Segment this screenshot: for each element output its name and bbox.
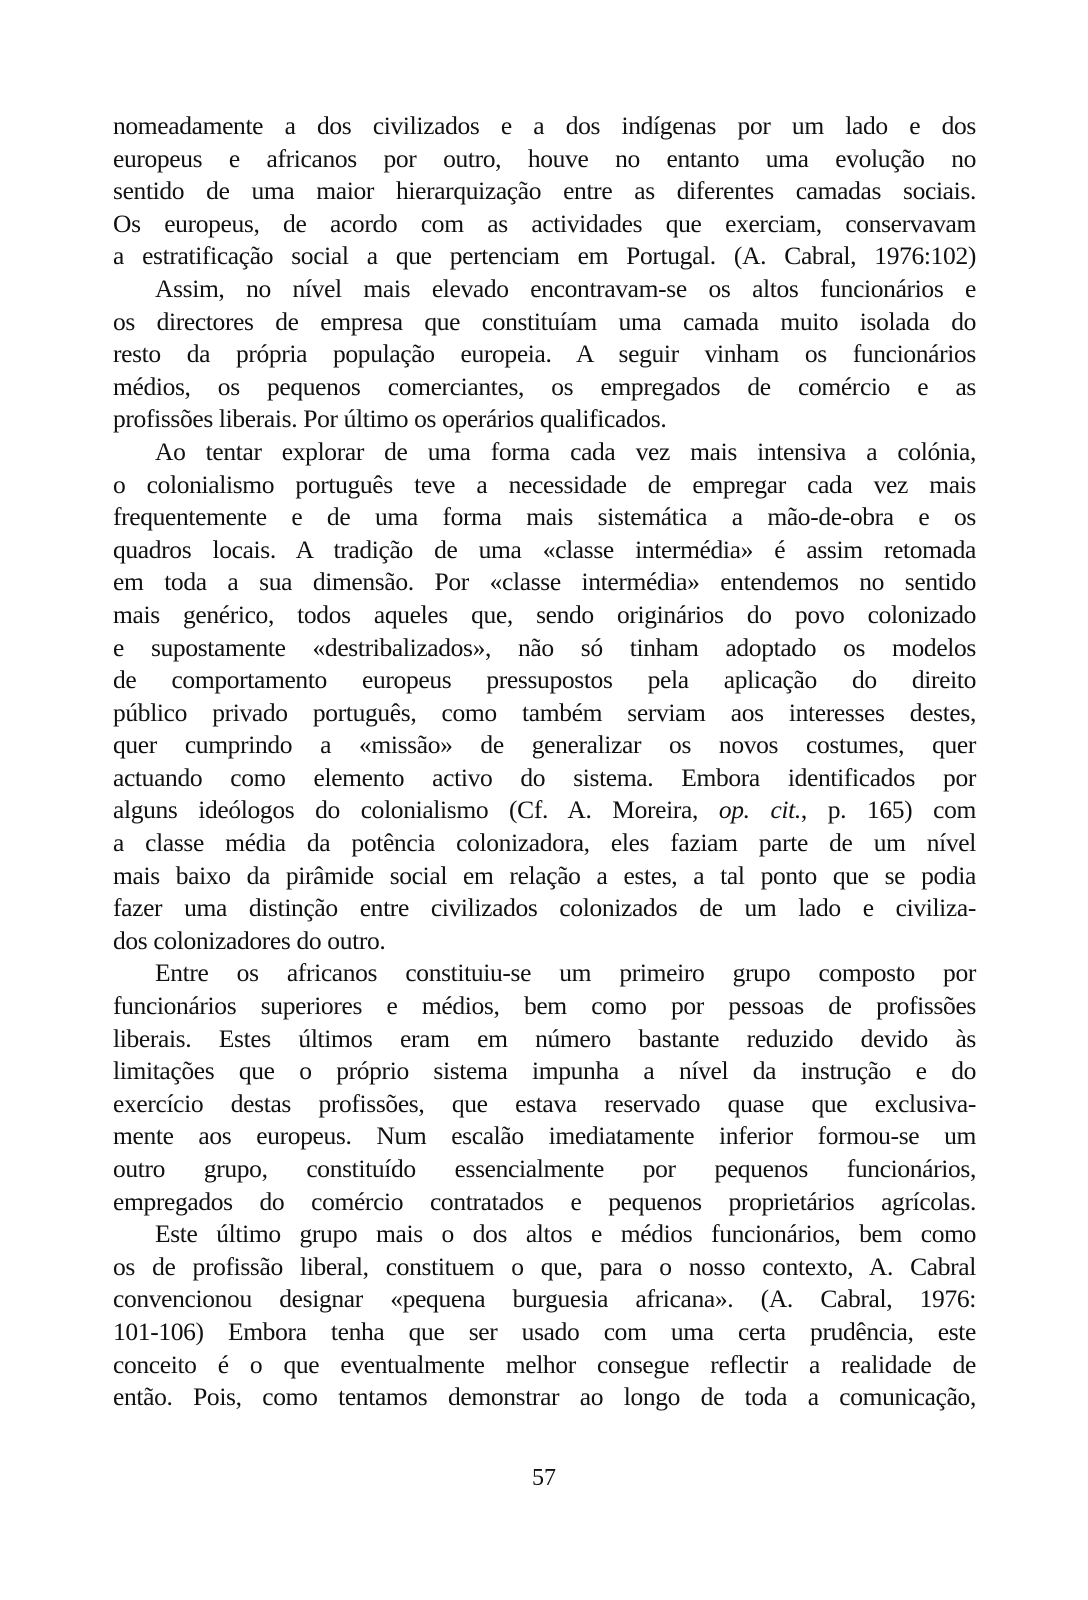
text-line: Entre os africanos constituiu-se um primeiro grupo composto por (155, 958, 976, 988)
text-line: médios, os pequenos comerciantes, os empregados de comércio e as (113, 371, 976, 401)
paragraph-5 (113, 1218, 976, 1414)
text-line: Assim, no nível mais elevado encontravam-se os altos funcionários e (155, 273, 976, 303)
page-body (113, 110, 976, 1414)
text-line: o colonialismo português teve a necessidade de empregar cada vez mais (113, 469, 976, 499)
text-line: e supostamente «destribalizados», não só tinham adoptado os modelos (113, 632, 976, 662)
paragraph-3 (113, 436, 976, 958)
text-line: público privado português, como também serviam aos interesses destes, (113, 697, 976, 727)
text-line: a classe média da potência colonizadora, eles faziam parte de um nível (113, 828, 976, 858)
paragraph-2 (113, 273, 976, 436)
italic-citation: op. cit. (718, 795, 801, 825)
text-line: mais genérico, todos aqueles que, sendo originários do povo colonizado (113, 599, 976, 629)
text-line: mais baixo da pirâmide social em relação a estes, a tal ponto que se podia (113, 860, 976, 890)
text-line: os directores de empresa que constituíam uma camada muito isolada do (113, 306, 976, 336)
text-line: frequentemente e de uma forma mais sistemática a mão-de-obra e os (113, 502, 976, 532)
page-number: 57 (532, 1465, 556, 1491)
text-line: fazer uma distinção entre civilizados colonizados de um lado e civiliza- (113, 893, 976, 923)
text-line: empregados do comércio contratados e pequenos proprietários agrícolas. (113, 1186, 976, 1216)
text-line: resto da própria população europeia. A seguir vinham os funcionários (113, 339, 976, 369)
text-line: os de profissão liberal, constituem o que, para o nosso contexto, A. Cabral (113, 1251, 976, 1281)
text-line: convencionou designar «pequena burguesia africana». (A. Cabral, 1976: (113, 1284, 976, 1314)
text-line: conceito é o que eventualmente melhor consegue reflectir a realidade de (113, 1349, 976, 1379)
text-line: funcionários superiores e médios, bem como por pessoas de profissões (113, 991, 976, 1021)
text-line: outro grupo, constituído essencialmente por pequenos funcionários, (113, 1154, 976, 1183)
text-line: a estratificação social a que pertenciam em Portugal. (A. Cabral, 1976:102) (113, 241, 976, 271)
text-line: europeus e africanos por outro, houve no entanto uma evolução no (113, 143, 976, 173)
text-line: 101-106) Embora tenha que ser usado com uma certa prudência, este (113, 1316, 976, 1346)
text-line: Ao tentar explorar de uma forma cada vez mais intensiva a colónia, (155, 436, 976, 466)
text-line: liberais. Estes últimos eram em número bastante reduzido devido às (113, 1023, 976, 1053)
text-line: quer cumprindo a «missão» de generalizar os novos costumes, quer (113, 730, 976, 760)
text-line: alguns ideólogos do colonialismo (Cf. A. Moreira, op. cit., p. 165) com (113, 795, 976, 825)
text-line: de comportamento europeus pressupostos pela aplicação do direito (113, 665, 976, 695)
text-line: limitações que o próprio sistema impunha a nível da instrução e do (113, 1056, 976, 1086)
paragraph-4 (113, 957, 976, 1218)
text-line: Os europeus, de acordo com as actividades que exerciam, conservavam (113, 208, 976, 238)
text-line: quadros locais. A tradição de uma «classe intermédia» é assim retomada (113, 534, 976, 564)
text-line: dos colonizadores do outro. (113, 925, 386, 955)
text-line: então. Pois, como tentamos demonstrar ao longo de toda a comunicação, (113, 1382, 976, 1412)
text-line: sentido de uma maior hierarquização entre as diferentes camadas sociais. (113, 176, 976, 206)
paragraph-1 (113, 110, 976, 273)
text-line: actuando como elemento activo do sistema. Embora identificados por (113, 762, 976, 792)
text-line: em toda a sua dimensão. Por «classe intermédia» entendemos no sentido (113, 567, 976, 597)
text-line: Este último grupo mais o dos altos e médios funcionários, bem como (155, 1219, 976, 1249)
text-line: nomeadamente a dos civilizados e a dos indígenas por um lado e dos (113, 111, 976, 140)
text-line: exercício destas profissões, que estava reservado quase que exclusiva- (113, 1088, 976, 1118)
text-line: mente aos europeus. Num escalão imediatamente inferior formou-se um (113, 1121, 976, 1151)
text-line: profissões liberais. Por último os operários qualificados. (113, 404, 667, 434)
